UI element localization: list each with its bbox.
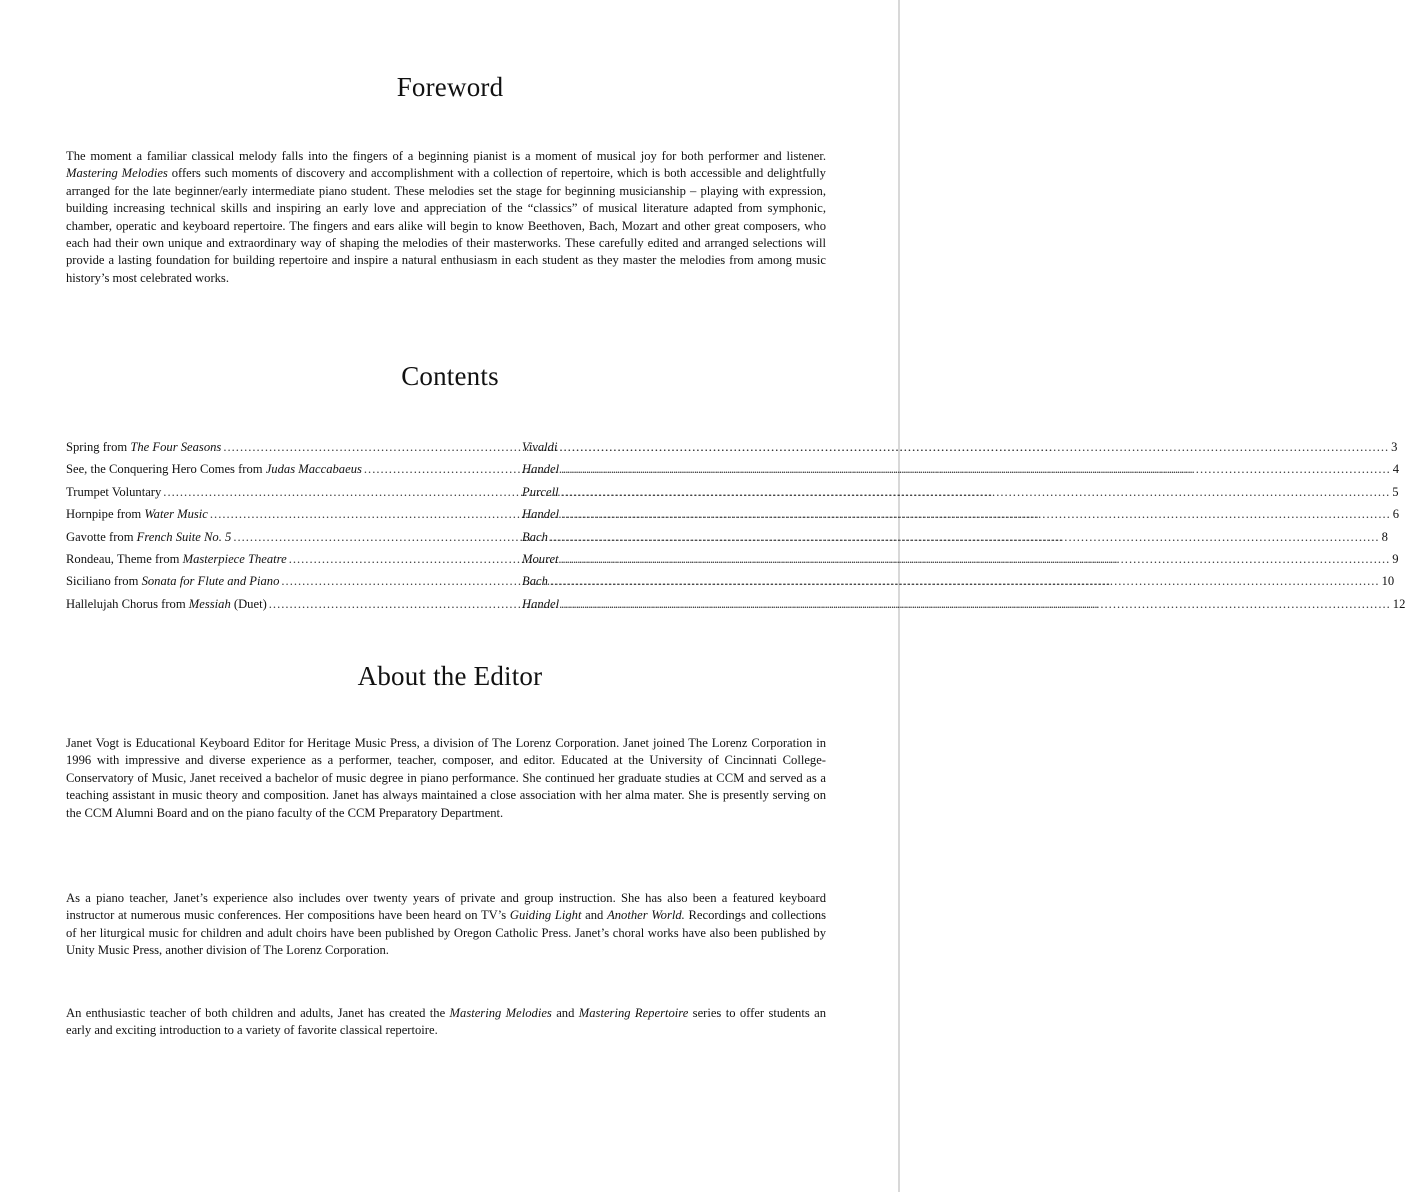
contents-page-number: 6 [1392,507,1400,522]
contents-title-text: Hallelujah Chorus from [66,596,189,611]
contents-title [66,548,287,570]
contents-title-work: Masterpiece Theatre [182,551,287,566]
contents-page-number: 9 [1392,551,1399,566]
contents-composer: Handel [522,596,560,611]
contents-title-tail: (Duet) [230,596,267,611]
about-p2-text-b: and [581,908,608,923]
about-p3-series-1: Mastering Melodies [449,1006,552,1020]
contents-row-right [522,436,1397,458]
contents-title-text: Gavotte from [66,529,137,544]
contents-row [66,503,1400,525]
contents-title-work: Judas Maccabaeus [265,462,362,477]
foreword-paragraph [66,148,826,287]
dot-leader [561,503,1391,525]
about-p3-series-2: Mastering Repertoire [578,1006,689,1020]
contents-row-left [66,503,522,525]
about-p2-show-1: Guiding Light [509,908,582,923]
about-p2-show-2: Another World. [607,908,685,923]
foreword-book-title: Mastering Melodies [66,166,168,181]
contents-composer: Handel [522,507,560,522]
dot-leader [561,548,1391,570]
dot-leader [561,481,1391,503]
contents-title-work: The Four Seasons [130,440,222,454]
contents-row-left [66,436,522,458]
contents-composer: Vivaldi [522,440,558,454]
contents-composer: Purcell [522,484,559,499]
contents-title-text: Siciliano from [66,574,142,589]
dot-leader [559,436,1389,458]
contents-row [66,593,1405,615]
contents-title [66,570,279,592]
contents-page-number: 5 [1392,484,1399,499]
contents-row-right [522,593,1405,615]
contents-row-left [66,570,522,592]
contents-title-work: French Suite No. 5 [136,529,232,544]
contents-page-number: 10 [1381,574,1395,589]
contents-row [66,458,1400,480]
foreword-heading: Foreword [396,72,504,102]
dot-leader [561,458,1391,480]
about-p3-text-b: and [551,1006,579,1020]
contents-title [66,436,221,458]
contents-composer: Mouret [522,551,559,566]
contents-composer: Bach [522,529,548,544]
about-p2-text-a: As a piano teacher, Janet’s experience also includes over twenty years of private and group instruction. She has also been a featured keyboard instructor at numerous music conferences. Her compositions have been heard on TV’s [66,891,826,923]
contents-title-work: Sonata for Flute and Piano [141,574,280,589]
contents-title-text: Spring from [66,440,131,454]
contents-row-right [522,526,1388,548]
about-p3-text-c: series to offer students an early and exciting introduction to a variety of favorite classical repertoire. [66,1006,826,1038]
contents-row-left [66,458,522,480]
foreword-text-start: The moment a familiar classical melody falls into the fingers of a beginning pianist is a moment of musical joy for both performer and listener. [66,149,826,163]
contents-page-number: 12 [1392,596,1405,611]
about-heading: About the Editor [357,661,543,691]
contents-row [66,548,1399,570]
contents-title-text: Trumpet Voluntary [66,484,162,499]
about-paragraph-3 [66,1005,826,1040]
contents-list [66,436,1405,615]
contents-title [66,481,161,503]
contents-title [66,503,208,525]
contents-row [66,526,1388,548]
contents-row-right [522,570,1394,592]
contents-title-text: See, the Conquering Hero Comes from [66,462,266,477]
contents-row [66,481,1399,503]
contents-composer: Bach [522,574,548,589]
contents-title [66,593,267,615]
contents-row-left [66,548,522,570]
contents-title [66,458,362,480]
contents-row [66,436,1398,458]
contents-page-number: 3 [1391,440,1398,454]
about-p3-text-a: An enthusiastic teacher of both children and adults, Janet has created the [66,1006,450,1020]
contents-composer: Handel [522,462,560,477]
contents-row-right [522,503,1399,525]
contents-row [66,570,1395,592]
contents-row-right [522,481,1399,503]
contents-row-right [522,548,1399,570]
contents-title-text: Rondeau, Theme from [66,551,183,566]
contents-heading: Contents [401,361,499,391]
contents-row-left [66,481,522,503]
contents-row-right [522,458,1399,480]
dot-leader [561,593,1391,615]
contents-row-left [66,593,522,615]
dot-leader [550,526,1380,548]
contents-title-text: Hornpipe from [66,507,145,522]
foreword-text-end: offers such moments of discovery and accomplishment with a collection of repertoire, which is both accessible and delightfully arranged for the late beginner/early intermediate piano student. These melodies set the stage for beginning musicianship – playing with expression, building increasing technical skills and inspiring an early love and appreciation of the “classics” of musical literature adapted from symphonic, chamber, operatic and keyboard repertoire. The fingers and ears alike will begin to know Beethoven, Bach, Mozart and other great composers, who each had their own unique and extraordinary way of shaping the melodies of their masterworks. These carefully edited and arranged selections will provide a lasting foundation for building repertoire and inspire a natural enthusiasm in each student as they master the melodies from among music history’s most celebrated works. [66,166,826,285]
contents-title [66,526,231,548]
contents-page-number: 4 [1392,462,1400,477]
contents-row-left [66,526,522,548]
dot-leader [550,570,1380,592]
about-paragraph-1: Janet Vogt is Educational Keyboard Editor for Heritage Music Press, a division of The Lorenz Corporation. Janet joined The Lorenz Corporation in 1996 with impressive and diverse experience as a performer, teacher, composer, and editor. Educated at the University of Cincinnati College-Conservatory of Music, Janet received a bachelor of music degree in piano performance. She continued her graduate studies at CCM and served as a teaching assistant in music theory and composition. Janet has always maintained a close association with her alma mater. She is presently serving on the CCM Alumni Board and on the piano faculty of the CCM Preparatory Department. [66,736,826,820]
contents-title-work: Messiah [188,596,231,611]
about-p2-text-c: Recordings and collections of her liturgical music for children and adult choirs have been published by Oregon Catholic Press. Janet’s choral works have also been published by Unity Music Press, another division of The Lorenz Corporation. [66,908,827,958]
contents-title-work: Water Music [144,507,208,522]
contents-page-number: 8 [1381,529,1388,544]
about-paragraph-2 [66,890,826,960]
